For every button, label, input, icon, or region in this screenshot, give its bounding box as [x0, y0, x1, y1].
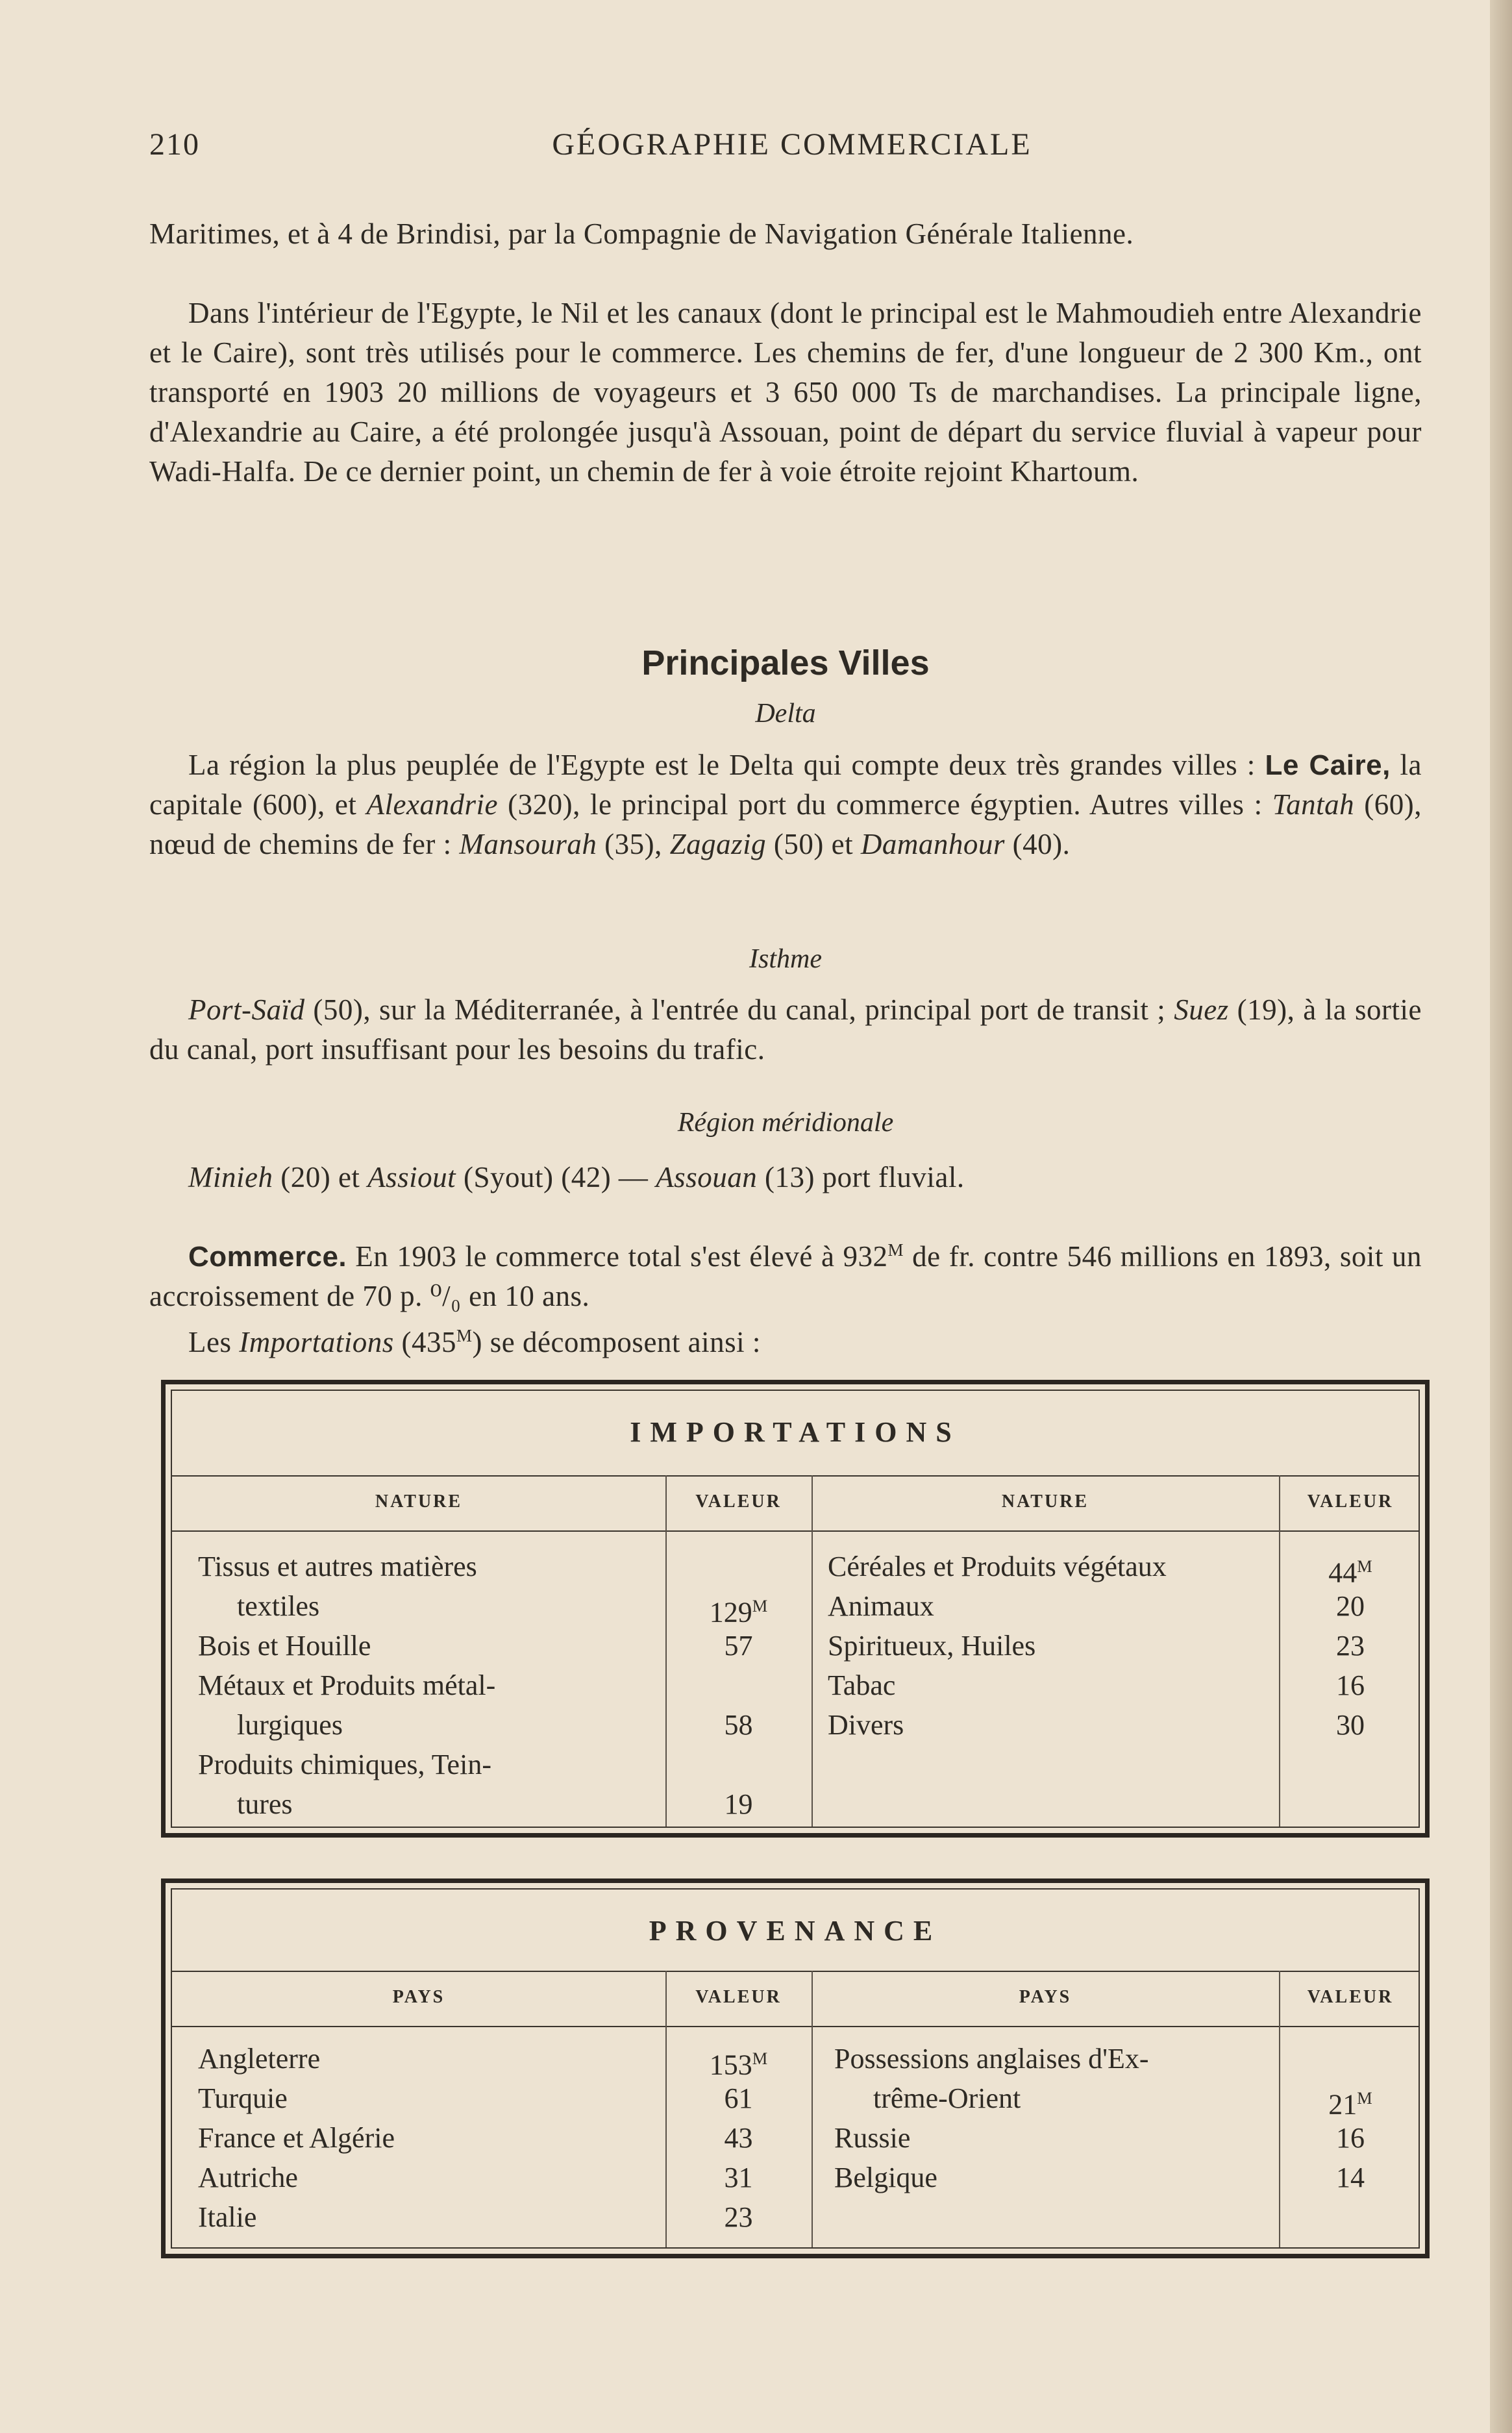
- table-cell-pays: Angleterre: [198, 2043, 321, 2075]
- column-separator: [812, 1971, 813, 2247]
- table-cell-nature: Céréales et Produits végétaux: [828, 1551, 1167, 1582]
- city-suez: Suez: [1174, 993, 1229, 1026]
- city-mansourah: Mansourah: [459, 828, 597, 860]
- table-cell-nature: Spiritueux, Huiles: [828, 1630, 1036, 1662]
- provenance-table: [161, 1878, 1430, 2258]
- subheading-region-meridionale: Région méridionale: [677, 1108, 894, 1138]
- page-edge: [1490, 0, 1512, 2433]
- column-header: PAYS: [392, 1987, 445, 2007]
- column-header: VALEUR: [1307, 1491, 1394, 1512]
- column-header: VALEUR: [1307, 1987, 1394, 2007]
- column-header: VALEUR: [695, 1491, 782, 1512]
- table-cell-valeur: $153^M$: [709, 2049, 768, 2081]
- table-cell-valeur: 19: [724, 1788, 753, 1820]
- table-cell-pays: Turquie: [198, 2082, 288, 2114]
- importations-table: [161, 1380, 1430, 1838]
- column-header: NATURE: [375, 1491, 463, 1512]
- city-assouan: Assouan: [656, 1161, 758, 1193]
- table-cell-nature: Tabac: [828, 1669, 896, 1701]
- intro-continuation: [149, 214, 1422, 254]
- table-cell-nature: Animaux: [828, 1590, 934, 1622]
- table-cell-nature: Tissus et autres matières textiles: [198, 1551, 477, 1622]
- table-cell-valeur: 31: [724, 2162, 753, 2193]
- running-title: GÉOGRAPHIE COMMERCIALE: [552, 127, 1032, 162]
- subheading-delta: Delta: [755, 699, 816, 729]
- table-cell-valeur: 43: [724, 2122, 753, 2154]
- table-cell-valeur: 23: [724, 2201, 753, 2233]
- table-cell-nature: Métaux et Produits métal- lurgiques: [198, 1669, 496, 1741]
- city-alexandrie: Alexandrie: [366, 788, 498, 821]
- table-rule: [172, 1971, 1419, 1972]
- city-le-caire: Le Caire,: [1265, 749, 1391, 781]
- table-cell-nature: Bois et Houille: [198, 1630, 371, 1662]
- city-damanhour: Damanhour: [860, 828, 1005, 860]
- intro-paragraph: [149, 293, 1422, 492]
- subheading-isthme: Isthme: [749, 944, 822, 974]
- table-cell-valeur: 16: [1336, 1669, 1365, 1701]
- table-cell-valeur: $21^M$: [1328, 2088, 1372, 2121]
- column-header: PAYS: [1019, 1987, 1072, 2007]
- table-cell-nature: Divers: [828, 1709, 904, 1741]
- table-cell-valeur: 14: [1336, 2162, 1365, 2193]
- intro-line-2: Dans l'intérieur de l'Egypte, le Nil et les canaux (dont le principal est le Mahmoudieh entre Alexandrie et le Caire), sont très utilisés pour le commerce. Les chemins de fer, d'une longueur de 2 300 Km., ont transporté en 1903 20 millions de voyageurs et 3 650 000 Ts de marchandises. La principale ligne, d'Alexandrie au Caire, a été prolongée jusqu'à Assouan, point de départ du service fluvial à vapeur pour Wadi-Halfa. De ce dernier point, un chemin de fer à voie étroite rejoint Khartoum.: [149, 297, 1422, 488]
- table-cell-pays: Belgique: [834, 2162, 937, 2193]
- table-cell-valeur: 20: [1336, 1590, 1365, 1622]
- commerce-label: Commerce.: [188, 1241, 347, 1273]
- table-cell-valeur: 30: [1336, 1709, 1365, 1741]
- city-zagazig: Zagazig: [669, 828, 767, 860]
- running-header: [149, 127, 1435, 172]
- table-cell-pays: Italie: [198, 2201, 257, 2233]
- city-port-said: Port-Saïd: [188, 993, 305, 1026]
- table-cell-valeur: 23: [1336, 1630, 1365, 1662]
- table-cell-valeur: 58: [724, 1709, 753, 1741]
- sud-paragraph: Minieh (20) et Assiout (Syout) (42) — Assouan (13) port fluvial.: [188, 1161, 965, 1193]
- table-rule: [172, 1475, 1419, 1477]
- table-rule: [172, 2026, 1419, 2027]
- delta-paragraph: La région la plus peuplée de l'Egypte est le Delta qui compte deux très grandes villes : Le Caire, la capitale (600), et Alexandrie (320), le principal port du commerce égyptien. Autres villes : Tantah (60), nœud de chemins de fer : Mansourah (35), Zagazig (50) et Damanhour (40).: [149, 749, 1422, 860]
- table-cell-pays: Possessions anglaises d'Ex- trême-Orient: [834, 2043, 1149, 2114]
- table-cell-valeur: $129^M$: [709, 1596, 768, 1628]
- table-cell-pays: France et Algérie: [198, 2122, 395, 2154]
- provenance-title: PROVENANCE: [649, 1915, 942, 1947]
- commerce-paragraph: Commerce. En 1903 le commerce total s'est élevé à $932^M$ de fr. contre 546 millions en 1893, soit un accroissement de 70 p. ⁰/₀ en 10 ans. Les Importations $(435^M)$ se décomposent ainsi :: [149, 1240, 1422, 1358]
- table-cell-valeur: 61: [724, 2082, 753, 2114]
- column-separator: [812, 1475, 813, 1827]
- city-tantah: Tantah: [1272, 788, 1355, 821]
- table-rule: [172, 1530, 1419, 1532]
- importations-title: IMPORTATIONS: [630, 1416, 961, 1448]
- city-assiout: Assiout: [367, 1161, 456, 1193]
- column-header: NATURE: [1001, 1491, 1089, 1512]
- table-cell-pays: Autriche: [198, 2162, 298, 2193]
- table-cell-valeur: 57: [724, 1630, 753, 1662]
- page-number: 210: [149, 127, 200, 162]
- city-minieh: Minieh: [188, 1161, 273, 1193]
- percent-sign: ⁰/₀: [430, 1280, 462, 1312]
- table-cell-valeur: 16: [1336, 2122, 1365, 2154]
- table-cell-nature: Produits chimiques, Tein- tures: [198, 1749, 491, 1820]
- table-cell-valeur: $44^M$: [1328, 1556, 1372, 1589]
- section-heading: Principales Villes: [641, 643, 930, 682]
- table-cell-pays: Russie: [834, 2122, 911, 2154]
- intro-line-1: Maritimes, et à 4 de Brindisi, par la Compagnie de Navigation Générale Italienne.: [149, 218, 1134, 250]
- column-header: VALEUR: [695, 1987, 782, 2007]
- isthme-paragraph: Port-Saïd (50), sur la Méditerranée, à l'entrée du canal, principal port de transit ; Suez (19), à la sortie du canal, port insuffisant pour les besoins du trafic.: [149, 993, 1422, 1066]
- importations-label: Importations: [239, 1326, 394, 1358]
